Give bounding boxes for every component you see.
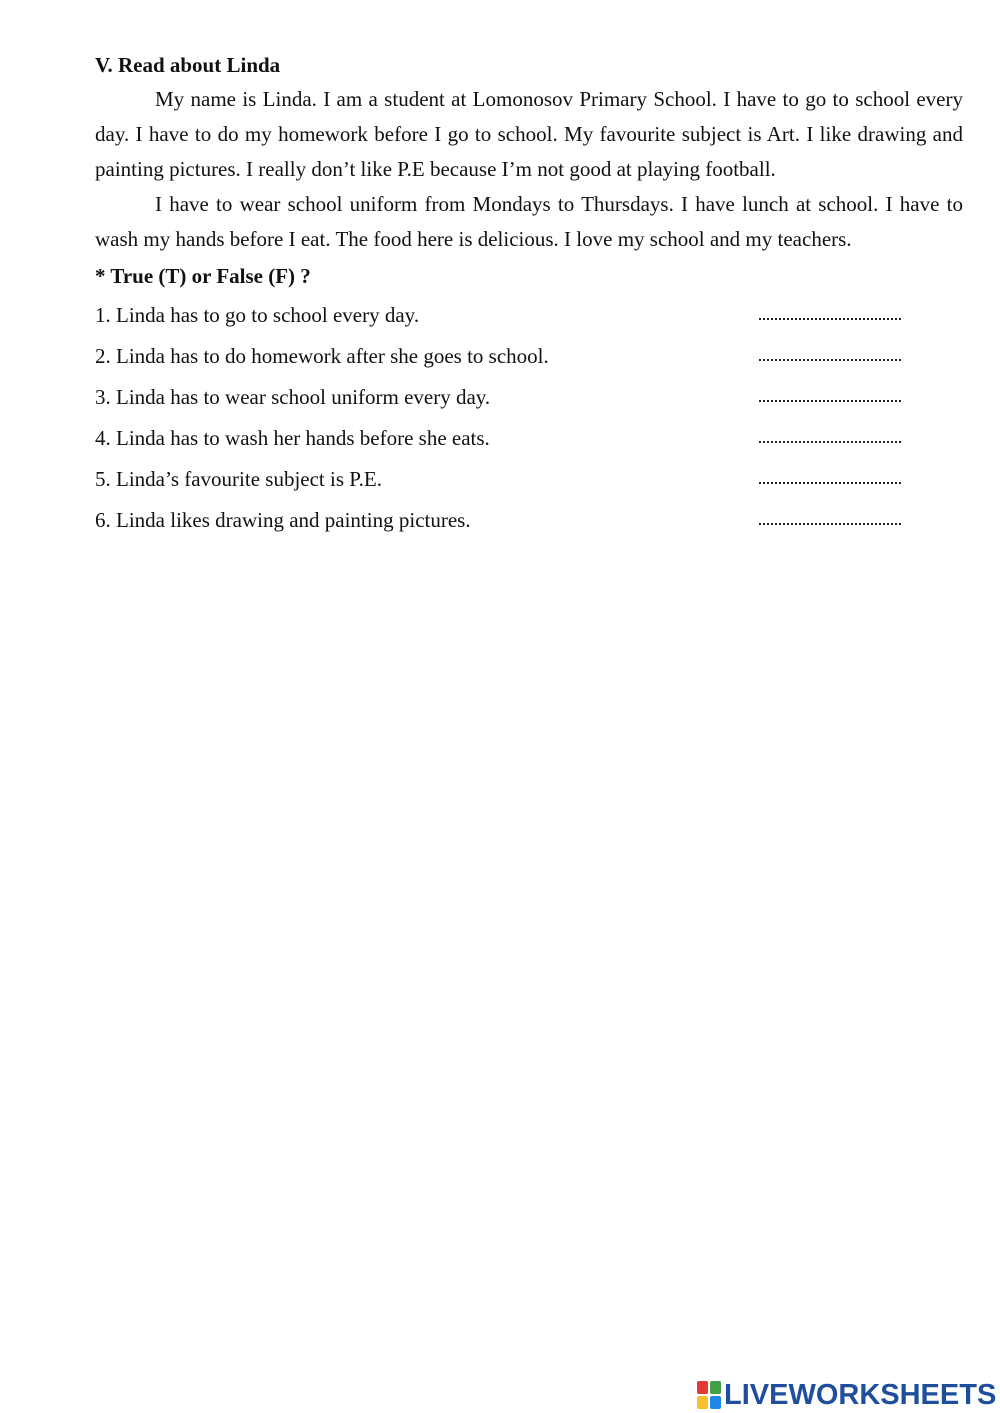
logo-square [697, 1396, 708, 1409]
question-item [95, 501, 963, 542]
question-text: 2. Linda has to do homework after she goes to school. [95, 344, 549, 368]
question-item [95, 296, 963, 337]
question-text: 1. Linda has to go to school every day. [95, 303, 420, 327]
question-text: 4. Linda has to wash her hands before she eats. [95, 426, 490, 450]
worksheet-page [95, 48, 963, 542]
reading-paragraph-2: I have to wear school uniform from Mondays to Thursdays. I have lunch at school. I have to wash my hands before I eat. The food here is delicious. I love my school and my teachers. [95, 192, 963, 251]
question-item [95, 460, 963, 501]
liveworksheets-brand[interactable] [697, 1378, 996, 1412]
section-title: V. Read about Linda [95, 53, 281, 77]
logo-square [697, 1381, 708, 1394]
answer-blank[interactable] [759, 462, 901, 484]
logo-square [710, 1396, 721, 1409]
question-item [95, 419, 963, 460]
true-false-heading: * True (T) or False (F) ? [95, 264, 311, 288]
reading-paragraph-1: My name is Linda. I am a student at Lomonosov Primary School. I have to go to school every day. I have to do my homework before I go to school. My favourite subject is Art. I like drawing and painting pictures. I really don’t like P.E because I’m not good at playing football. [95, 87, 963, 181]
brand-name: LIVEWORKSHEETS [724, 1379, 997, 1411]
question-text: 5. Linda’s favourite subject is P.E. [95, 467, 382, 491]
liveworksheets-logo-icon [697, 1381, 721, 1409]
question-text: 6. Linda likes drawing and painting pictures. [95, 508, 471, 532]
answer-blank[interactable] [759, 421, 901, 443]
question-item [95, 378, 963, 419]
question-text: 3. Linda has to wear school uniform every day. [95, 385, 491, 409]
answer-blank[interactable] [759, 380, 901, 402]
answer-blank[interactable] [759, 298, 901, 320]
answer-blank[interactable] [759, 503, 901, 525]
question-list [95, 296, 963, 542]
answer-blank[interactable] [759, 339, 901, 361]
question-item [95, 337, 963, 378]
logo-square [710, 1381, 721, 1394]
